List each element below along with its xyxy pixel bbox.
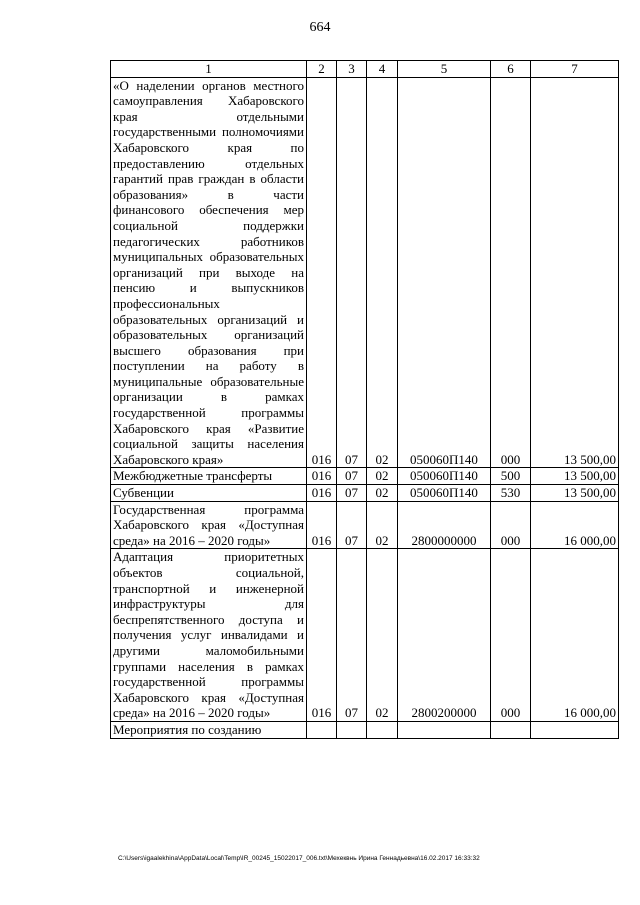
- code-cell: 02: [367, 549, 398, 722]
- amount-cell: 13 500,00: [531, 468, 619, 485]
- code-cell: 050060П140: [398, 468, 491, 485]
- table-row: [111, 468, 619, 485]
- code-cell: 02: [367, 77, 398, 468]
- code-cell: 2800200000: [398, 549, 491, 722]
- header-row: [111, 61, 619, 78]
- column-header: 3: [337, 61, 367, 78]
- amount-cell: 13 500,00: [531, 77, 619, 468]
- file-path-footer: C:\Users\igaalekhina\AppData\Local\Temp\IR_00245_15022017_006.txt\Мехеквнь Ирина Геннадьевна\16.02.2017 16:33:32: [118, 855, 480, 862]
- code-cell: [491, 721, 531, 738]
- column-header: 2: [307, 61, 337, 78]
- code-cell: 07: [337, 501, 367, 549]
- code-cell: 530: [491, 485, 531, 502]
- code-cell: 000: [491, 501, 531, 549]
- code-cell: 016: [307, 77, 337, 468]
- code-cell: 2800000000: [398, 501, 491, 549]
- code-cell: [307, 721, 337, 738]
- code-cell: 016: [307, 501, 337, 549]
- code-cell: 000: [491, 77, 531, 468]
- page-number: 664: [309, 20, 331, 35]
- column-header: 5: [398, 61, 491, 78]
- amount-cell: [531, 721, 619, 738]
- row-description: Мероприятия по созданию: [113, 721, 262, 737]
- code-cell: 050060П140: [398, 485, 491, 502]
- code-cell: 016: [307, 468, 337, 485]
- table-row: [111, 77, 619, 468]
- code-cell: 07: [337, 549, 367, 722]
- code-cell: [398, 721, 491, 738]
- code-cell: 02: [367, 468, 398, 485]
- row-description: Субвенции: [113, 485, 174, 501]
- column-header: 4: [367, 61, 398, 78]
- code-cell: 016: [307, 549, 337, 722]
- column-header: 7: [531, 61, 619, 78]
- amount-cell: 16 000,00: [531, 549, 619, 722]
- code-cell: 050060П140: [398, 77, 491, 468]
- code-cell: 07: [337, 485, 367, 502]
- row-description: Государственная программа Хабаровского края «Доступная среда» на 2016 – 2020 годы»: [113, 501, 304, 548]
- row-description: Адаптация приоритетных объектов социальной, транспортной и инженерной инфраструктуры для беспрепятственного доступа и получения услуг инвалидами и другими маломобильными группами населения в рамках государственной программы Хабаровского края «Доступная среда» на 2016 – 2020 годы»: [113, 549, 304, 721]
- row-description: «О наделении органов местного самоуправления Хабаровского края отдельными государственными полномочиями Хабаровского края по предоставлению отдельных гарантий прав граждан в области образования» в части финансового обеспечения мер социальной поддержки педагогических работников муниципальных образовательных организаций при выходе на пенсию и выпускников профессиональных образовательных организаций и образовательных организаций высшего образования при поступлении на работу в муниципальные образовательные организации в рамках государственной программы Хабаровского края «Развитие социальной защиты населения Хабаровского края»: [113, 77, 304, 467]
- amount-cell: 13 500,00: [531, 485, 619, 502]
- budget-table: [110, 60, 619, 739]
- code-cell: 500: [491, 468, 531, 485]
- table-row: [111, 721, 619, 738]
- code-cell: 07: [337, 77, 367, 468]
- code-cell: 016: [307, 485, 337, 502]
- table-row: [111, 501, 619, 549]
- column-header: 1: [111, 61, 307, 78]
- amount-cell: 16 000,00: [531, 501, 619, 549]
- column-header: 6: [491, 61, 531, 78]
- table-row: [111, 485, 619, 502]
- code-cell: 000: [491, 549, 531, 722]
- code-cell: 02: [367, 485, 398, 502]
- code-cell: 02: [367, 501, 398, 549]
- table-row: [111, 549, 619, 722]
- code-cell: [367, 721, 398, 738]
- row-description: Межбюджетные трансферты: [113, 468, 273, 484]
- code-cell: [337, 721, 367, 738]
- code-cell: 07: [337, 468, 367, 485]
